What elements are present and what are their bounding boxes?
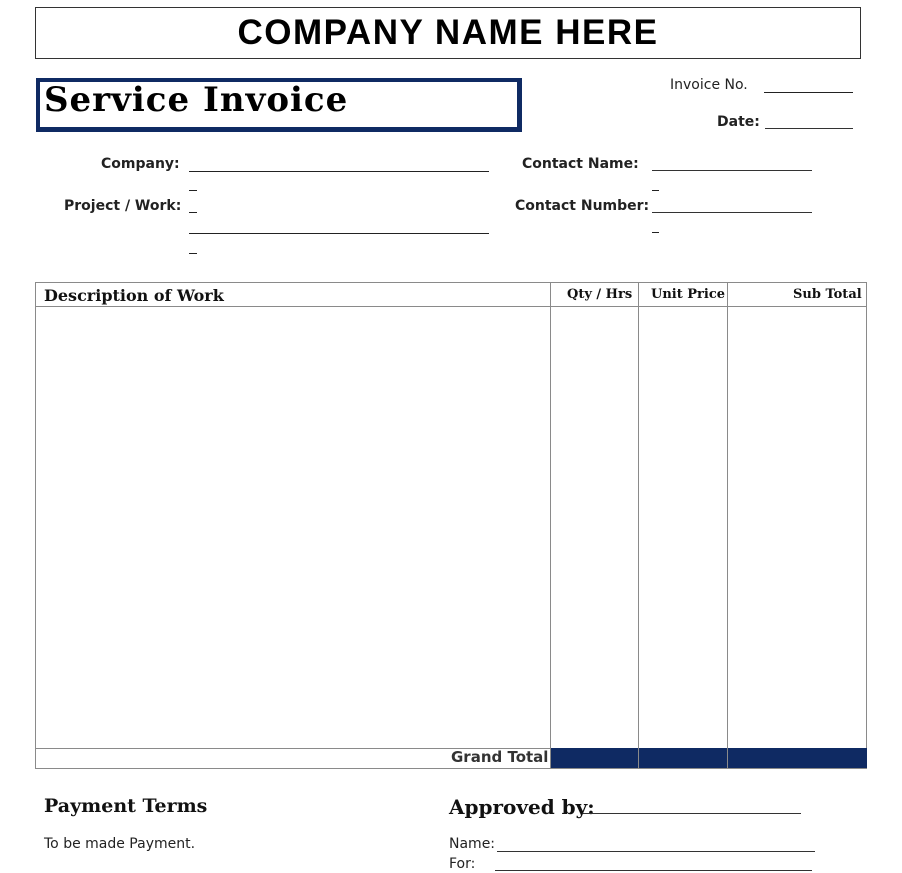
grand-total-value-cell[interactable] <box>728 748 867 768</box>
project-field[interactable] <box>189 233 489 234</box>
name-field[interactable] <box>497 851 815 852</box>
approved-by-field[interactable] <box>583 813 801 814</box>
project-field-dash <box>189 212 197 213</box>
name-label: Name: <box>449 836 496 852</box>
col-header-qty: Qty / Hrs <box>567 287 633 302</box>
payment-terms-text: To be made Payment. <box>44 836 196 852</box>
company-field-dash <box>189 190 197 191</box>
grand-total-unit-cell <box>639 748 727 768</box>
company-label: Company: <box>101 156 180 172</box>
company-name-box <box>35 7 861 59</box>
qty-cell[interactable] <box>551 307 638 748</box>
contact-number-label: Contact Number: <box>515 198 650 214</box>
contact-number-dash <box>652 232 659 233</box>
contact-number-field[interactable] <box>652 212 812 213</box>
for-field[interactable] <box>495 870 812 871</box>
contact-name-dash <box>652 190 659 191</box>
for-label: For: <box>449 856 476 872</box>
contact-name-field[interactable] <box>652 170 812 171</box>
grand-total-label: Grand Total <box>451 748 549 766</box>
approved-by-label: Approved by: <box>449 795 595 819</box>
col-header-description: Description of Work <box>44 286 224 305</box>
description-cell[interactable] <box>36 307 550 748</box>
col-header-sub-total: Sub Total <box>793 287 862 302</box>
company-name: COMPANY NAME HERE <box>237 13 659 52</box>
invoice-no-field[interactable] <box>764 92 853 93</box>
payment-terms-heading: Payment Terms <box>44 795 208 817</box>
company-field[interactable] <box>189 171 489 172</box>
invoice-no-label: Invoice No. <box>670 77 748 93</box>
invoice-title: Service Invoice <box>44 80 349 120</box>
unit-price-cell[interactable] <box>639 307 727 748</box>
date-field[interactable] <box>765 128 853 129</box>
date-label: Date: <box>717 114 760 130</box>
project-field-dash-2 <box>189 253 197 254</box>
col-header-unit-price: Unit Price <box>651 287 726 302</box>
grand-total-qty-cell <box>551 748 638 768</box>
project-label: Project / Work: <box>64 198 182 214</box>
sub-total-cell[interactable] <box>728 307 867 748</box>
contact-name-label: Contact Name: <box>522 156 639 172</box>
